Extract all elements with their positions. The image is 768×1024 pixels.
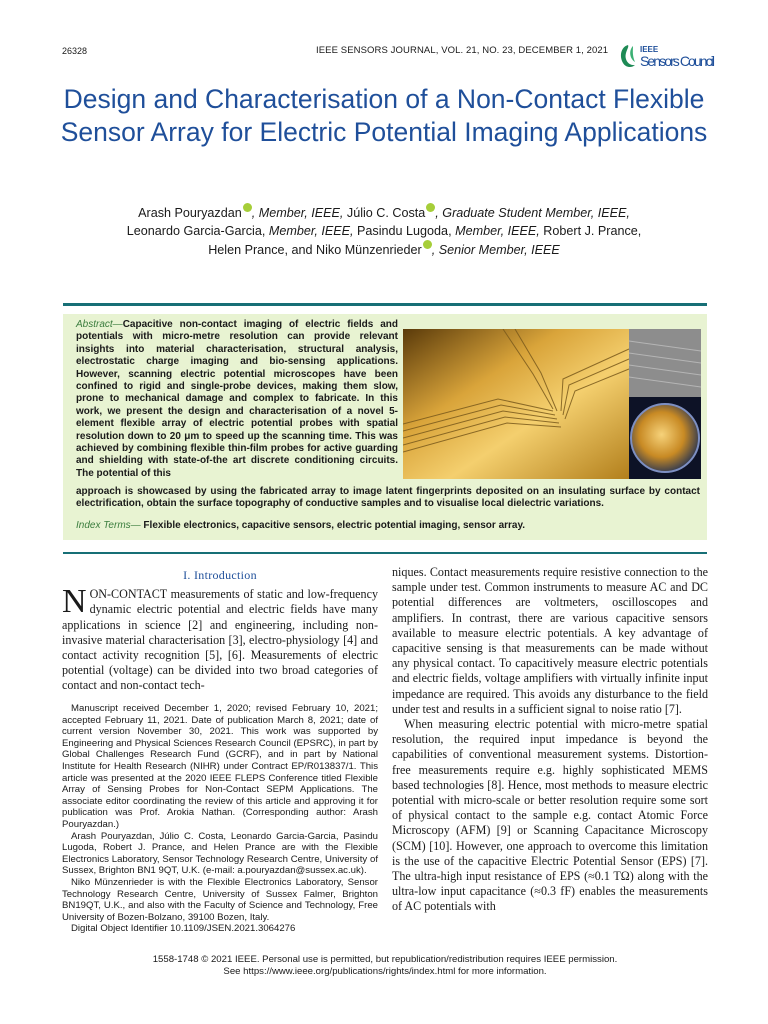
copyright-notice: [62, 954, 708, 977]
page-number: 26328: [62, 46, 88, 56]
body-paragraph: When measuring electric potential with micro-metre spatial resolution, the required input impedance is beyond the capabilities of conventional measurement systems. Distortion-free measurements require e.g. highly sophisticated MEMS based technologies [8]. Hence, most methods to measure electric potential with micro-scale or better resolution require some sort of physical contact to the sample e.g. contact Atomic Force Microscopy (AFM) [9] or Scanning Capacitance Microscopy (SCM) [10]. However, one approach to overcome this limitation is the use of the capacitive Electric Potential Sensor (EPS) [7]. The ultra-high input resistance of EPS (≈0.1 TΩ) along with the ultra-low input capacitance (≈0.3 fF) enables the measurements of AC potentials with: [392, 717, 708, 914]
abstract-label: Abstract—: [76, 319, 123, 330]
author-name: Pasindu Lugoda,: [353, 224, 452, 238]
author-role: , Graduate Student Member, IEEE,: [435, 206, 630, 220]
ieee-sensors-council-logo: [618, 42, 716, 70]
author-role: Member, IEEE,: [265, 224, 354, 238]
author-role: , Senior Member, IEEE: [431, 243, 560, 257]
svg-text:IEEE: IEEE: [640, 45, 659, 54]
section-heading: I. Introduction: [183, 568, 257, 582]
index-terms-text: Flexible electronics, capacitive sensors, electric potential imaging, sensor array.: [140, 520, 526, 531]
abstract-body: Capacitive non-contact imaging of electric fields and potentials with micro-metre resolution can provide relevant insights into material characterisation, structural analysis, electrostatic charge imaging and bio-sensing applications. However, scanning electric potential microscopes have been confined to rigid and single-probe devices, making them slow, prone to mechanical damage and complex to fabricate. In this work, we present the design and characterisation of a novel 5-element flexible array of electric potential probes with spatial resolution down to 20 μm to speed up the scanning time. This was achieved by combining flexible thin-film probes for active guarding and shielding with state-of-the art discrete conditioning circuits. The potential of this: [76, 319, 398, 479]
left-column: [62, 568, 378, 694]
journal-header: IEEE SENSORS JOURNAL, VOL. 21, NO. 23, DECEMBER 1, 2021: [316, 45, 609, 56]
drop-cap: N: [62, 583, 87, 621]
author-name: Robert J. Prance,: [539, 224, 642, 238]
footnote-manuscript: Manuscript received December 1, 2020; revised February 10, 2021; accepted February 11, 2021. Date of publication March 8, 2021; date of current version November 30, 2021. This work was supported by Engineering and Physical Sciences Research Council (EPSRC), in part by Global Challenges Research Fund (GCRF), and in part by National Institute for Health Research (NIHR) under Contract EP/R013837/1. This article was presented at the 2020 IEEE FLEPS Conference titled Flexible Array of Sensing Probes for Non-Contact SEPM Applications. The associate editor coordinating the review of this article and approving it for publication was Prof. Arokia Nathan. (Corresponding author: Arash Pouryazdan.): [62, 703, 378, 830]
body-paragraph: niques. Contact measurements require resistive connection to the sample under test. Common instruments to measure AC and DC potential differences are voltmeters, oscilloscopes and amplifiers. In contrast, there are various capacitive sensors available to measure electric potentials. A key advantage of capacitive sensing is that measurements can be made without any physical contact. To capacitively measure electric potentials and electric fields, voltage amplifiers with virtually infinite input impedance are required. This avoids any disturbance to the field under test and results in a sufficient signal to noise ratio [7].: [392, 565, 708, 716]
author-name: Leonardo Garcia-Garcia,: [126, 224, 266, 238]
author-role: Member, IEEE,: [451, 224, 540, 238]
author-name: Helen Prance, and Niko Münzenrieder: [208, 243, 422, 257]
orcid-icon[interactable]: [426, 203, 435, 212]
author-role: , Member, IEEE,: [251, 206, 344, 220]
author-list: [80, 203, 688, 259]
intro-paragraph: ON-CONTACT measurements of static and low-frequency dynamic electric potential and electric fields have many applications in science [2] and engineering, including non-invasive material characterisation [3], electro-physiology [4] and contact activity recognition [5], [6]. Measurements of electric potential (voltage) can be divided into two broad categories of contact and non-contact tech-: [62, 587, 378, 693]
paper-title: Design and Characterisation of a Non-Contact Flexible Sensor Array for Electric Potential Imaging Applications: [60, 84, 708, 147]
abstract-top-rule: [63, 303, 707, 306]
index-terms-label: Index Terms—: [76, 520, 141, 531]
abstract-bottom-rule: [63, 552, 707, 554]
sensor-array-photo: [403, 329, 701, 479]
copyright-line: 1558-1748 © 2021 IEEE. Personal use is permitted, but republication/redistribution requires IEEE permission.: [152, 954, 618, 965]
abstract-text: [76, 319, 398, 480]
footnote-affiliation: Niko Münzenrieder is with the Flexible Electronics Laboratory, Sensor Technology Research Centre, University of Sussex Falmer, Brighton BN19QT, U.K., and also with the Faculty of Science and Technology, Free University of Bozen-Bolzano, 39100 Bozen, Italy.: [62, 876, 378, 923]
rights-link[interactable]: See https://www.ieee.org/publications/rights/index.html for more information.: [223, 965, 547, 977]
author-name: Júlio C. Costa: [343, 206, 426, 220]
author-name: Arash Pouryazdan: [138, 206, 242, 220]
orcid-icon[interactable]: [243, 203, 252, 212]
footnote-affiliation: Arash Pouryazdan, Júlio C. Costa, Leonardo Garcia-Garcia, Pasindu Lugoda, Robert J. Prance, and Helen Prance are with the Flexible Electronics Laboratory, Sensor Technology Research Centre, University of Sussex, Brighton BN1 9QT, U.K. (e-mail: a.pouryazdan@sussex.ac.uk).: [62, 830, 378, 877]
abstract-continuation: approach is showcased by using the fabricated array to image latent fingerprints deposited on an insulating surface by contact electrification, obtain the surface topography of conductive samples and to visualise local dielectric variations.: [76, 486, 700, 510]
index-terms: [76, 519, 700, 532]
footnotes: [62, 703, 378, 935]
svg-text:Sensors Council: Sensors Council: [640, 53, 715, 69]
footnote-doi: Digital Object Identifier 10.1109/JSEN.2021.3064276: [71, 923, 296, 935]
orcid-icon[interactable]: [423, 240, 432, 249]
right-column: [392, 565, 708, 915]
